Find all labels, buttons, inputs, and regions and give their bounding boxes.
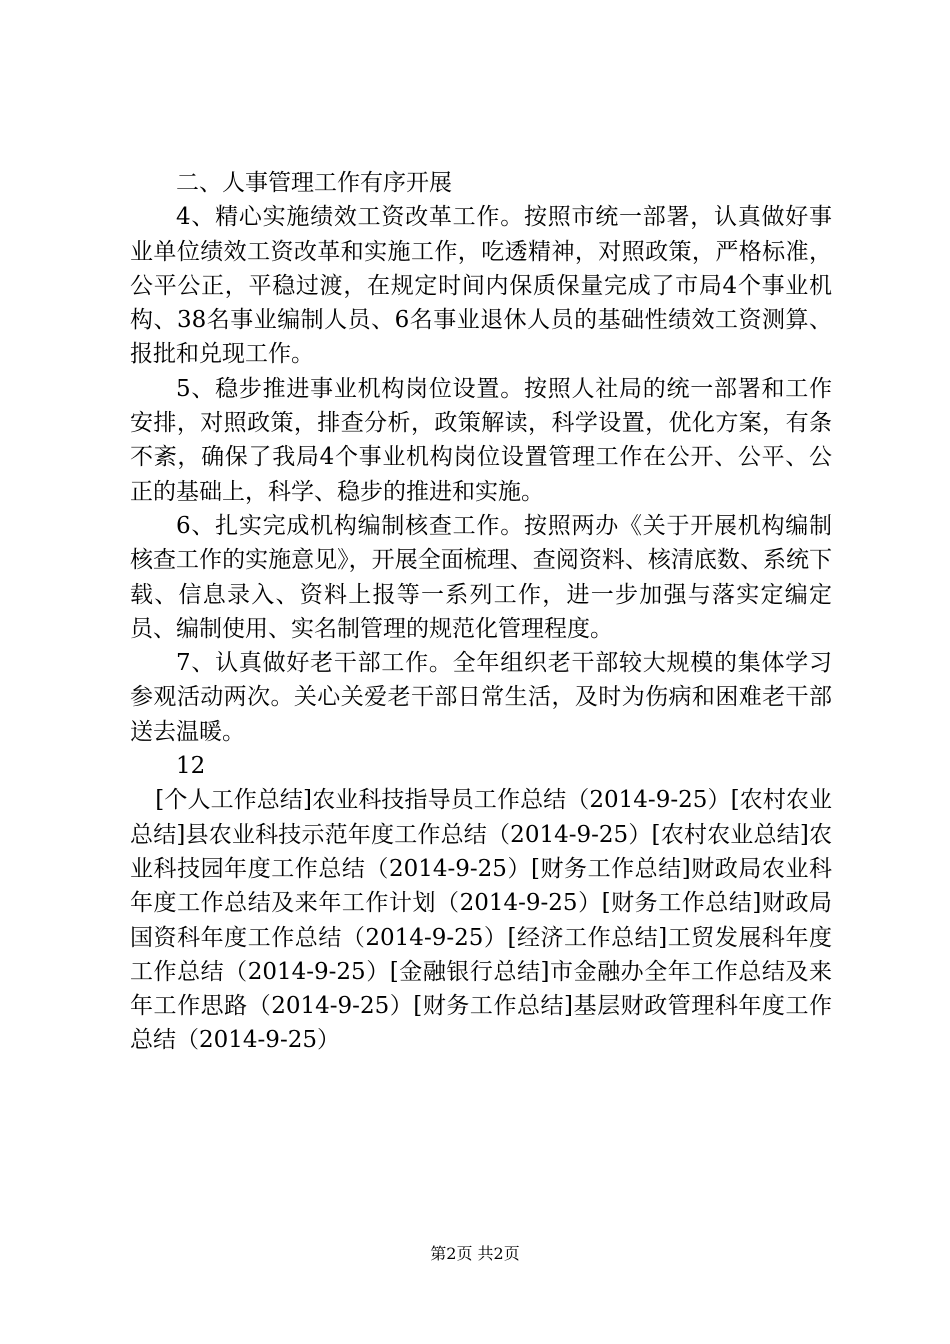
paragraph-post-setting: 5、稳步推进事业机构岗位设置。按照人社局的统一部署和工作安排，对照政策，排查分析，政策解读，科学设置，优化方案，有条不紊，确保了我局4个事业机构岗位设置管理工作在公开、公平、公正的基础上，科学、稳步的推进和实施。 bbox=[130, 375, 832, 505]
related-articles-list: [个人工作总结]农业科技指导员工作总结（2014-9-25）[农村农业总结]县农业科技示范年度工作总结（2014-9-25）[农村农业总结]农业科技园年度工作总结（2014-9-25）[财务工作总结]财政局农业科年度工作总结及来年工作计划（2014-9-25）[财务工作总结]财政局国资科年度工作总结（2014-9-25）[经济工作总结]工贸发展科年度工作总结（2014-9-25）[金融银行总结]市金融办全年工作总结及来年工作思路（2014-9-25）[财务工作总结]基层财政管理科年度工作总结（2014-9-25） bbox=[130, 787, 832, 1054]
paragraph-number: 12 bbox=[176, 753, 206, 780]
document-body bbox=[130, 166, 832, 1058]
paragraph-staffing-check: 6、扎实完成机构编制核查工作。按照两办《关于开展机构编制核查工作的实施意见》，开展全面梳理、查阅资料、核清底数、系统下载、信息录入、资料上报等一系列工作，进一步加强与落实定编定员、编制使用、实名制管理的规范化管理程度。 bbox=[130, 512, 832, 642]
page-footer: 第2页 共2页 bbox=[430, 1244, 520, 1263]
section-heading: 二、人事管理工作有序开展 bbox=[176, 170, 452, 196]
paragraph-retired-cadres: 7、认真做好老干部工作。全年组织老干部较大规模的集体学习参观活动两次。关心关爱老干部日常生活，及时为伤病和困难老干部送去温暖。 bbox=[130, 650, 832, 745]
paragraph-performance-pay: 4、精心实施绩效工资改革工作。按照市统一部署，认真做好事业单位绩效工资改革和实施工作，吃透精神，对照政策，严格标准，公平公正，平稳过渡，在规定时间内保质保量完成了市局4个事业机构、38名事业编制人员、6名事业退休人员的基础性绩效工资测算、报批和兑现工作。 bbox=[130, 204, 832, 368]
